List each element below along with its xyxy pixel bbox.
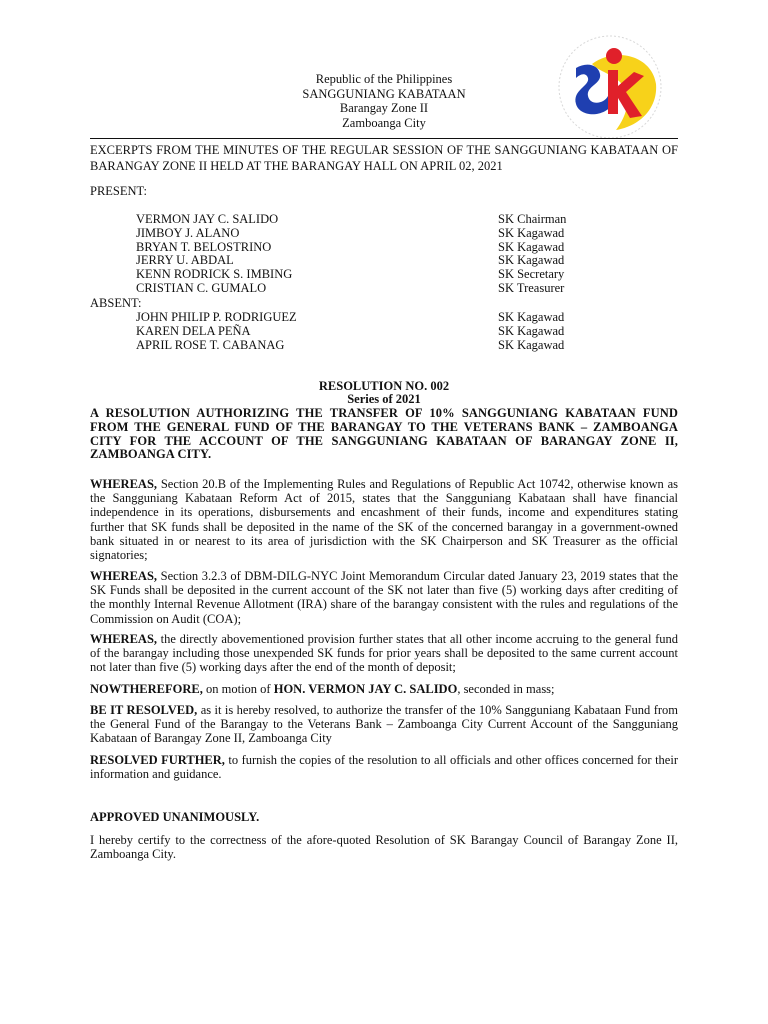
- paragraph-lead: BE IT RESOLVED,: [90, 703, 198, 717]
- paragraph-text: to furnish the copies of the resolution to all officials and other offices concerned for their information and guidance.: [90, 753, 678, 782]
- present-row: [136, 227, 576, 241]
- present-row: [136, 213, 576, 227]
- present-list: [136, 213, 576, 296]
- member-name: JIMBOY J. ALANO: [136, 225, 240, 240]
- absent-row: [136, 325, 576, 339]
- paragraph-text: , seconded in mass;: [457, 682, 555, 696]
- whereas-paragraph-1: [90, 477, 678, 562]
- paragraph-text: as it is hereby resolved, to authorize the transfer of the 10% Sangguniang Kabataan Fund from the General Fund of the Barangay to the Veterans Bank – Zamboanga City Current Account of the Sangguniang Kabataan of Barangay Zone II, Zamboanga City: [90, 703, 679, 746]
- paragraph-lead: RESOLVED FURTHER,: [90, 753, 225, 767]
- present-row: [136, 268, 576, 282]
- document-header: [200, 72, 568, 130]
- member-position: SK Kagawad: [498, 225, 565, 240]
- member-position: SK Kagawad: [498, 323, 565, 338]
- absent-row: [136, 311, 576, 325]
- header-barangay: Barangay Zone II: [339, 101, 429, 115]
- member-name: JOHN PHILIP P. RODRIGUEZ: [136, 310, 297, 324]
- present-label: PRESENT:: [90, 184, 148, 198]
- present-row: [136, 241, 576, 255]
- member-position: SK Chairman: [498, 212, 567, 226]
- member-name: BRYAN T. BELOSTRINO: [136, 239, 272, 254]
- absent-label: ABSENT:: [90, 296, 142, 310]
- paragraph-lead: NOWTHEREFORE,: [90, 682, 203, 696]
- paragraph-lead: WHEREAS,: [90, 569, 158, 583]
- certification-paragraph: I hereby certify to the correctness of the afore-quoted Resolution of SK Barangay Council of Barangay Zone II, Zamboanga City.: [90, 833, 678, 862]
- member-position: SK Kagawad: [498, 239, 565, 254]
- paragraph-text: the directly abovementioned provision further states that all other income accruing to the general fund of the barangay including those unexpended SK funds for prior years shall be deposited to the same current account not later than five (5) working days after the end of the month of deposit;: [90, 632, 678, 675]
- member-name: VERMON JAY C. SALIDO: [136, 212, 279, 226]
- header-republic: Republic of the Philippines: [315, 72, 453, 86]
- paragraph-text: Section 3.2.3 of DBM-DILG-NYC Joint Memorandum Circular dated January 23, 2019 states that the SK Funds shall be deposited in the current account of the SK not later than five (5) working days after crediting of the monthly Internal Revenue Allotment (IRA) share of the barangay consistent with the rules and regulations of the Commission on Audit (COA);: [90, 569, 678, 626]
- present-row: [136, 282, 576, 296]
- absent-row: [136, 339, 576, 353]
- nowtherefore-paragraph: [90, 682, 678, 696]
- whereas-paragraph-3: [90, 632, 678, 675]
- paragraph-text: Section 20.B of the Implementing Rules and Regulations of Republic Act 10742, otherwise known as the Sangguniang Kabataan Reform Act of 2015, states that the Sangguniang Kabataan shall have financial independence in its operations, disbursements and encashment of their funds, income and expenditures stating further that SK funds shall be deposited in the name of the SK of the concerned barangay in a government-owned bank situated in or nearest to its area of jurisdiction with the SK Chairperson and SK Treasurer as the official signatories;: [90, 477, 678, 563]
- paragraph-lead: WHEREAS,: [90, 632, 158, 646]
- member-name: KENN RODRICK S. IMBING: [136, 267, 293, 282]
- resolution-number: RESOLUTION NO. 002: [318, 379, 450, 393]
- present-row: [136, 254, 576, 268]
- absent-list: [136, 311, 576, 352]
- approved-unanimously: APPROVED UNANIMOUSLY.: [90, 810, 260, 824]
- member-name: CRISTIAN C. GUMALO: [136, 280, 267, 295]
- member-position: SK Kagawad: [498, 253, 565, 268]
- header-divider: [90, 138, 678, 139]
- member-name: JERRY U. ABDAL: [136, 253, 234, 268]
- resolved-further-paragraph: [90, 753, 678, 781]
- member-position: SK Secretary: [498, 267, 565, 282]
- paragraph-lead: WHEREAS,: [90, 477, 158, 491]
- minutes-excerpt-title: EXCERPTS FROM THE MINUTES OF THE REGULAR SESSION OF THE SANGGUNIANG KABATAAN OF BARANGAY ZONE II HELD AT THE BARANGAY HALL ON APRIL 02, 2021: [90, 143, 678, 173]
- header-city: Zamboanga City: [342, 115, 426, 130]
- paragraph-text: on motion of: [202, 682, 274, 696]
- member-name: KAREN DELA PEÑA: [136, 323, 251, 338]
- header-organization: SANGGUNIANG KABATAAN: [302, 86, 466, 101]
- resolution-series: Series of 2021: [347, 392, 421, 406]
- member-name: APRIL ROSE T. CABANAG: [136, 337, 285, 352]
- resolution-heading: A RESOLUTION AUTHORIZING THE TRANSFER OF 10% SANGGUNIANG KABATAAN FUND FROM THE GENERAL FUND OF THE BARANGAY TO THE VETERANS BANK – ZAMBOANGA CITY FOR THE ACCOUNT OF THE SANGGUNIANG KABATAAN OF BARANGAY ZONE II, ZAMBOANGA CITY.: [90, 406, 678, 462]
- member-position: SK Kagawad: [498, 310, 565, 324]
- mover-name: HON. VERMON JAY C. SALIDO: [273, 682, 458, 696]
- member-position: SK Treasurer: [498, 280, 565, 295]
- whereas-paragraph-2: [90, 569, 678, 626]
- be-it-resolved-paragraph: [90, 703, 678, 746]
- member-position: SK Kagawad: [498, 337, 565, 352]
- sk-logo-icon: [556, 34, 664, 140]
